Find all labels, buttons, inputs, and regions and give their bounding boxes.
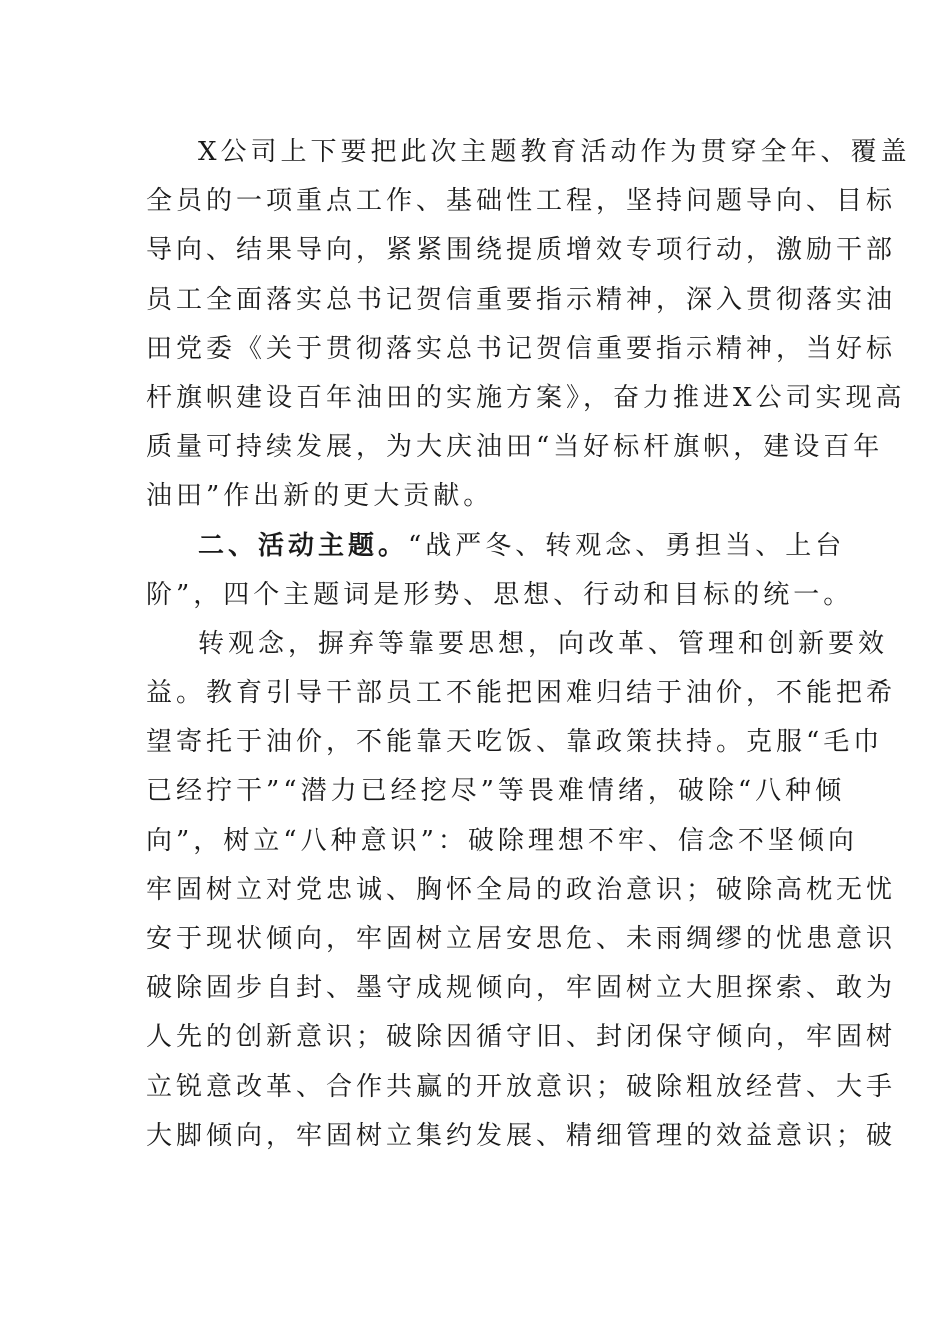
paragraph-line: 牢固树立对党忠诚、胸怀全局的政治意识；破除高枕无忧 [146,874,897,905]
paragraph-line: 破除固步自封、墨守成规倾向，牢固树立大胆探索、敢为 [146,973,897,1004]
paragraph-line: 立锐意改革、合作共赢的开放意识；破除粗放经营、大手 [146,1071,897,1102]
paragraph-line: 已经拧干”“潜力已经挖尽”等畏难情绪，破除“八种倾 [146,776,846,807]
paragraph-line: 望寄托于油价，不能靠天吃饭、靠政策扶持。克服“毛巾 [146,727,884,758]
paragraph-line: 全员的一项重点工作、基础性工程，坚持问题导向、目标 [146,186,897,217]
paragraph-line: 安于现状倾向，牢固树立居安思危、未雨绸缪的忧患意识 [146,924,897,954]
section-heading-rest: “战严冬、转观念、勇担当、上台 [408,530,846,561]
paragraph-line: 导向、结果导向，紧紧围绕提质增效专项行动，激励干部 [146,235,897,266]
paragraph-line: 阶”，四个主题词是形势、思想、行动和目标的统一。 [146,579,854,610]
paragraph-line: 员工全面落实总书记贺信重要指示精神，深入贯彻落实油 [146,284,897,315]
paragraph-line: 大脚倾向，牢固树立集约发展、精细管理的效益意识；破 [146,1120,897,1151]
paragraph-line: 人先的创新意识；破除因循守旧、封闭保守倾向，牢固树 [146,1022,897,1053]
section-heading-line [146,522,846,571]
paragraph-line: 田党委《关于贯彻落实总书记贺信重要指示精神，当好标 [146,333,897,364]
paragraph-line: 油田”作出新的更大贡献。 [146,481,494,512]
paragraph-line: 杆旗帜建设百年油田的实施方案》，奋力推进X公司实现高 [146,382,906,413]
body-text [146,128,911,1161]
paragraph-line: 转观念，摒弃等靠要思想，向改革、管理和创新要效 [198,628,889,659]
paragraph-line: X公司上下要把此次主题教育活动作为贯穿全年、覆盖 [198,137,911,167]
paragraph-line: 益。教育引导干部员工不能把困难归结于油价，不能把希 [146,678,897,709]
paragraph-line: 向”，树立“八种意识”：破除理想不牢、信念不坚倾向 [146,825,858,856]
paragraph-line: 质量可持续发展，为大庆油田“当好标杆旗帜，建设百年 [146,432,884,463]
section-heading: 二、活动主题。 [198,530,409,561]
